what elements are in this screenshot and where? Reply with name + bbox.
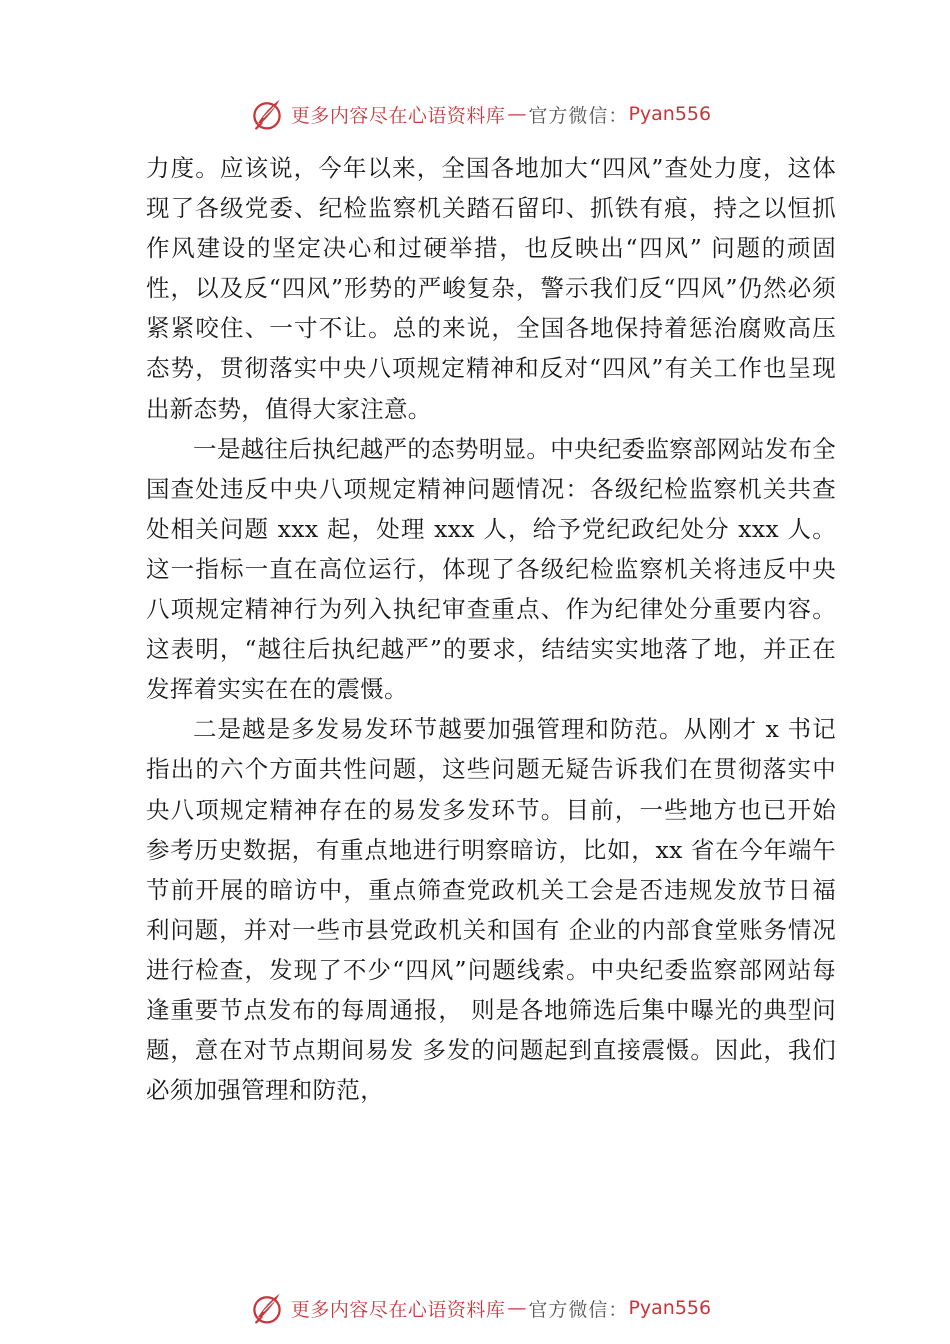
paragraph-3: 二是越是多发易发环节越要加强管理和防范。从刚才 x 书记指出的六个方面共性问题，这些问题无疑告诉我们在贯彻落实中央八项规定精神存在的易发多发环节。目前，一些地方也已开始参考历史数据，有重点地进行明察暗访，比如，xx 省在今年端午节前开展的暗访中，重点筛查党政机关工会是否违规发放节日福利问题，并对一些市县党政机关和国有 企业的内部食堂账务情况进行检查，发现了不少“四风”问题线索。中央纪委监察部网站每逢重要节点发布的每周通报， 则是各地筛选后集中曝光的典型问题，意在对节点期间易发 多发的问题起到直接震慑。因此，我们必须加强管理和防范， (146, 715, 836, 1105)
watermark-banner (249, 1290, 711, 1326)
paragraph-1: 力度。应该说，今年以来，全国各地加大“四风”查处力度，这体现了各级党委、纪检监察机关踏石留印、抓铁有痕，持之以恒抓作风建设的坚定决心和过硬举措，也反映出“四风” 问题的顽固性，以及反“四风”形势的严峻复杂，警示我们反“四风”仍然必须紧紧咬住、一寸不让。总的来说，全国各地保持着惩治腐败高压态势，贯彻落实中央八项规定精神和反对“四风”有关工作也呈现出新态势，值得大家注意。 (146, 154, 836, 423)
watermark-wechat-id: Pyan556 (628, 103, 712, 125)
watermark-main-text: 更多内容尽在心语资料库 (290, 1298, 506, 1321)
quill-pen-logo-icon (249, 1290, 285, 1326)
watermark-separator: — (507, 103, 527, 125)
bottom-watermark (0, 1288, 950, 1328)
watermark-official-label: 官方微信： (528, 104, 629, 127)
watermark-wechat-id: Pyan556 (628, 1297, 712, 1319)
watermark-banner (249, 96, 711, 132)
watermark-separator: — (507, 1297, 527, 1319)
document-body (146, 148, 836, 1110)
quill-pen-logo-icon (249, 96, 285, 132)
paragraph-2: 一是越往后执纪越严的态势明显。中央纪委监察部网站发布全国查处违反中央八项规定精神问题情况：各级纪检监察机关共查处相关问题 xxx 起，处理 xxx 人，给予党纪政纪处分 xxx 人。这一指标一直在高位运行，体现了各级纪检监察机关将违反中央八项规定精神行为列入执纪审查重点、作为纪律处分重要内容。这表明，“越往后执纪越严”的要求，结结实实地落了地，并正在发挥着实实在在的震慑。 (146, 434, 836, 704)
watermark-official-label: 官方微信： (528, 1298, 629, 1321)
top-watermark (0, 94, 950, 134)
watermark-main-text: 更多内容尽在心语资料库 (290, 104, 506, 127)
